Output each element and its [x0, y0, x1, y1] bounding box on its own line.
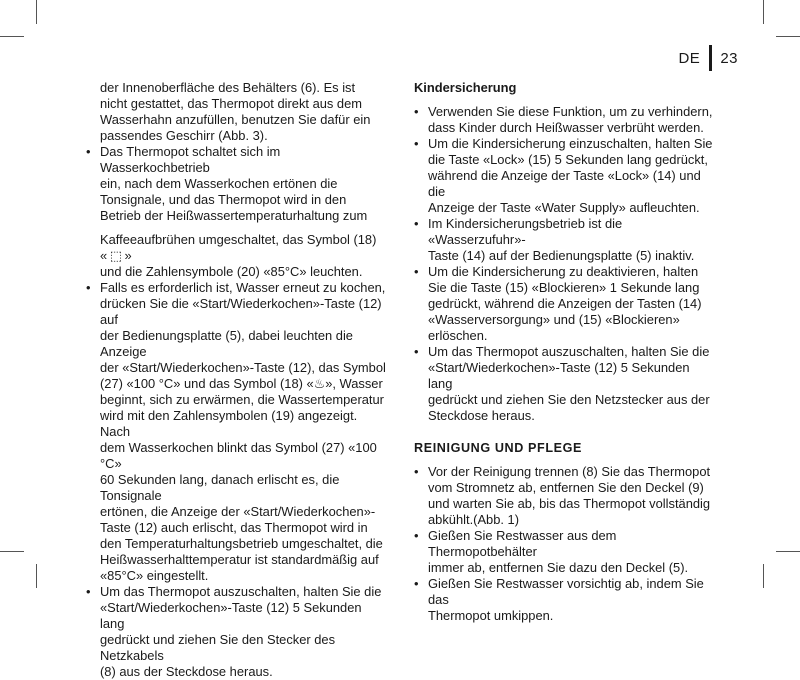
list-item: [414, 104, 714, 136]
list-item: [414, 464, 714, 528]
text-line: • Vor der Reinigung trennen (8) Sie das Thermopot: [428, 464, 711, 479]
list-item: [86, 144, 388, 280]
page-header: [678, 46, 738, 70]
text-line: den Temperaturhaltungsbetrieb umgeschaltet, die: [100, 536, 383, 551]
crop-mark: [0, 551, 24, 552]
text-line: und warten Sie ab, bis das Thermopot vollständig: [428, 496, 711, 511]
text-line: • Um die Kindersicherung einzuschalten, halten Sie: [428, 136, 713, 151]
list-item: [414, 264, 714, 344]
list-item: [414, 216, 714, 264]
text-line: Kaffeeaufbrühen umgeschaltet, das Symbol (18) « ⬚ »: [100, 232, 377, 263]
text-line: erlöschen.: [428, 328, 488, 343]
continuation-paragraph: [100, 80, 388, 144]
text-line: dass Kinder durch Heißwasser verbrüht werden.: [428, 120, 704, 135]
text-line: • Im Kindersicherungsbetrieb ist die «Wasserzufuhr»-: [428, 216, 623, 247]
list-item: [414, 576, 714, 624]
crop-mark: [776, 551, 800, 552]
text-line: «Start/Wiederkochen»-Taste (12) 5 Sekunden lang: [428, 360, 690, 391]
text-line: Heißwasserhalttemperatur ist standardmäßig auf: [100, 552, 379, 567]
text-line: «Start/Wiederkochen»-Taste (12) 5 Sekunden lang: [100, 600, 362, 631]
text-line: gedrückt und ziehen Sie den Stecker des Netzkabels: [100, 632, 336, 663]
text-line: • Falls es erforderlich ist, Wasser erneut zu kochen,: [100, 280, 386, 295]
text-line: immer ab, entfernen Sie dazu den Deckel (5).: [428, 560, 689, 575]
section-title-cleaning: REINIGUNG UND PFLEGE: [414, 441, 583, 455]
list-item: [414, 344, 714, 424]
text-line: der «Start/Wiederkochen»-Taste (12), das Symbol: [100, 360, 386, 375]
text-line: • Um das Thermopot auszuschalten, halten Sie die: [100, 584, 382, 599]
text-line: während die Anzeige der Taste «Lock» (14) und die: [428, 168, 701, 199]
text-line: Thermopot umkippen.: [428, 608, 554, 623]
text-line: • Verwenden Sie diese Funktion, um zu verhindern,: [428, 104, 713, 119]
text-line: der Innenoberfläche des Behälters (6). Es ist: [100, 80, 356, 95]
cleaning-list: [414, 464, 714, 624]
text-line: drücken Sie die «Start/Wiederkochen»-Taste (12) auf: [100, 296, 382, 327]
header-divider: [709, 45, 712, 71]
text-line: ein, nach dem Wasserkochen ertönen die: [100, 176, 338, 191]
text-line: abkühlt.(Abb. 1): [428, 512, 520, 527]
list-item: [414, 136, 714, 216]
text-line: Steckdose heraus.: [428, 408, 535, 423]
crop-mark: [0, 36, 24, 37]
text-line: Wasserhahn anzufüllen, benutzen Sie dafür ein: [100, 112, 371, 127]
text-line: Tonsignale, und das Thermopot wird in den: [100, 192, 347, 207]
crop-mark: [763, 564, 764, 588]
text-line: • Gießen Sie Restwasser vorsichtig ab, indem Sie das: [428, 576, 704, 607]
text-line: gedrückt, während die Anzeigen der Tasten (14): [428, 296, 702, 311]
text-line: vom Stromnetz ab, entfernen Sie den Deckel (9): [428, 480, 704, 495]
crop-mark: [36, 0, 37, 24]
left-bullet-list: [86, 144, 388, 680]
text-line: Anzeige der Taste «Water Supply» aufleuchten.: [428, 200, 700, 215]
text-line: Taste (14) auf der Bedienungsplatte (5) inaktiv.: [428, 248, 695, 263]
text-line: (8) aus der Steckdose heraus.: [100, 664, 273, 679]
list-item: [86, 584, 388, 680]
text-line: nicht gestattet, das Thermopot direkt aus dem: [100, 96, 363, 111]
text-line: • Um das Thermopot auszuschalten, halten Sie die: [428, 344, 710, 359]
text-line: wird mit den Zahlensymbolen (19) angezeigt. Nach: [100, 408, 358, 439]
text-line: • Das Thermopot schaltet sich im Wasserkochbetrieb: [100, 144, 281, 175]
text-line: • Um die Kindersicherung zu deaktivieren, halten: [428, 264, 699, 279]
text-line: gedrückt und ziehen Sie den Netzstecker aus der: [428, 392, 710, 407]
text-line: und die Zahlensymbole (20) «85°C» leuchten.: [100, 264, 363, 279]
crop-mark: [36, 564, 37, 588]
text-line: Taste (12) auch erlischt, das Thermopot wird in: [100, 520, 368, 535]
text-line: ertönen, die Anzeige der «Start/Wiederkochen»-: [100, 504, 376, 519]
crop-mark: [776, 36, 800, 37]
text-line: passendes Geschirr (Abb. 3).: [100, 128, 268, 143]
list-item: [414, 528, 714, 576]
text-line: dem Wasserkochen blinkt das Symbol (27) «100 °C»: [100, 440, 377, 471]
text-line: 60 Sekunden lang, danach erlischt es, die Tonsignale: [100, 472, 340, 503]
list-item: [86, 280, 388, 584]
text-line: «Wasserversorgung» und (15) «Blockieren»: [428, 312, 680, 327]
left-column: [86, 80, 388, 680]
text-line: Sie die Taste (15) «Blockieren» 1 Sekunde lang: [428, 280, 700, 295]
page-number: 23: [720, 49, 738, 67]
language-code: DE: [678, 49, 701, 67]
text-line: der Bedienungsplatte (5), dabei leuchten die Anzeige: [100, 328, 353, 359]
section-title-child-lock: Kindersicherung: [414, 80, 517, 95]
child-lock-list: [414, 104, 714, 424]
text-line: die Taste «Lock» (15) 5 Sekunden lang gedrückt,: [428, 152, 708, 167]
text-line: Betrieb der Heißwassertemperaturhaltung zum: [100, 208, 368, 223]
text-line: • Gießen Sie Restwasser aus dem Thermopotbehälter: [428, 528, 617, 559]
right-column: [414, 80, 714, 624]
text-line: (27) «100 °C» und das Symbol (18) «♨», Wasser: [100, 376, 383, 391]
text-line: beginnt, sich zu erwärmen, die Wassertemperatur: [100, 392, 384, 407]
crop-mark: [763, 0, 764, 24]
text-line: «85°C» eingestellt.: [100, 568, 209, 583]
